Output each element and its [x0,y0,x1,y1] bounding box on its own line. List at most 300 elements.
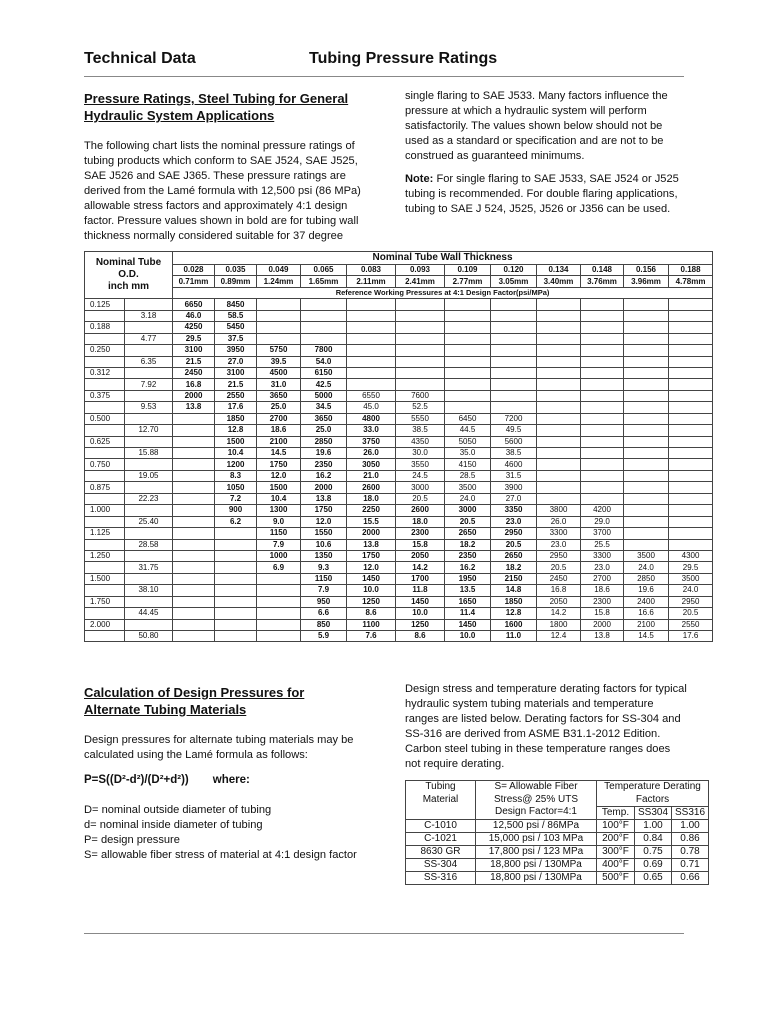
pressure-cell [537,413,581,424]
od-inch-cell: 0.500 [85,413,125,424]
pressure-cell: 850 [301,619,347,630]
pressure-cell [624,528,669,539]
pressure-cell: 2950 [537,550,581,561]
pressure-cell [445,333,491,344]
pressure-cell: 24.0 [624,562,669,573]
pressure-cell: 2050 [537,596,581,607]
pressure-cell: 27.0 [215,356,257,367]
table-row [85,345,713,356]
pressure-cell [624,436,669,447]
pressure-cell: 10.0 [347,585,396,596]
derate-cell-a: 0.65 [635,872,672,885]
paragraph-line: Carbon steel tubing in these temperature ranges does [405,743,671,755]
derate-cell-stress: 15,000 psi / 103 MPa [476,833,597,846]
pressure-cell: 24.0 [445,493,491,504]
paragraph-line: The following chart lists the nominal pressure ratings of [84,140,355,152]
pressure-cell: 6150 [301,367,347,378]
pressure-cell: 3000 [396,482,445,493]
pressure-cell: 1600 [491,619,537,630]
wall-inch-header: 0.148 [581,265,624,276]
pressure-cell: 1850 [215,413,257,424]
pressure-cell: 14.5 [257,448,301,459]
pressure-cell [669,367,713,378]
pressure-cell: 26.0 [537,516,581,527]
pressure-cell [173,619,215,630]
table-row [85,596,713,607]
pressure-cell: 1300 [257,505,301,516]
pressure-cell: 2400 [624,596,669,607]
pressure-cell: 23.0 [581,562,624,573]
table-row [85,516,713,527]
derate-cell-mat: C-1021 [406,833,476,846]
pressure-cell [537,379,581,390]
pressure-cell [445,322,491,333]
pressure-cell: 31.0 [257,379,301,390]
pressure-cell [215,596,257,607]
pressure-cell [491,379,537,390]
od-inch-cell: 1.500 [85,573,125,584]
table-row [85,493,713,504]
pressure-cell: 1200 [215,459,257,470]
od-mm-cell [125,390,173,401]
pressure-cell [257,573,301,584]
od-mm-cell: 4.77 [125,333,173,344]
pressure-cell [581,413,624,424]
pressure-cell [491,299,537,310]
pressure-cell [396,367,445,378]
pressure-cell [396,345,445,356]
derate-cell-stress: 18,800 psi / 130MPa [476,872,597,885]
pressure-cell: 4600 [491,459,537,470]
pressure-cell: 5550 [396,413,445,424]
pressure-cell: 3950 [215,345,257,356]
pressure-cell [624,505,669,516]
od-mm-cell: 38.10 [125,585,173,596]
pressure-cell [537,345,581,356]
pressure-cell [257,619,301,630]
pressure-cell: 5600 [491,436,537,447]
paragraph-line: ranges are listed below. Derating factors for SS-304 and [405,713,681,725]
pressure-cell [669,402,713,413]
note-line: tubing to SAE J 524, J525, J526 or J356 can be used. [405,203,671,215]
pressure-cell: 21.5 [173,356,215,367]
od-inch-cell: 0.188 [85,322,125,333]
wall-mm-header: 0.89mm [215,276,257,287]
pressure-cell: 1250 [347,596,396,607]
pressure-cell: 8.6 [347,608,396,619]
pressure-cell: 4300 [669,550,713,561]
pressure-cell: 1000 [257,550,301,561]
pressure-cell: 5.9 [301,631,347,642]
pressure-cell: 5750 [257,345,301,356]
pressure-cell [257,299,301,310]
pressure-cell: 1500 [215,436,257,447]
pressure-cell: 2550 [669,619,713,630]
note-line: For single flaring to SAE J533, SAE J524 or J525 [433,173,679,185]
derate-cell-a: 0.69 [635,859,672,872]
wall-inch-header: 0.083 [347,265,396,276]
pressure-cell [581,493,624,504]
pressure-cell: 900 [215,505,257,516]
pressure-cell [669,470,713,481]
pressure-cell: 25.0 [301,425,347,436]
pressure-cell: 2850 [301,436,347,447]
od-mm-cell: 50.80 [125,631,173,642]
pressure-cell: 6.2 [215,516,257,527]
pressure-cell: 3300 [581,550,624,561]
pressure-cell [537,402,581,413]
pressure-cell [669,379,713,390]
pressure-cell [624,322,669,333]
pressure-cell [581,367,624,378]
pressure-ratings-table [84,251,713,642]
pressure-cell: 16.2 [301,470,347,481]
pressure-cell [669,310,713,321]
pressure-cell [173,493,215,504]
pressure-cell: 3100 [215,367,257,378]
pressure-cell: 20.5 [445,516,491,527]
pressure-cell [624,459,669,470]
pressure-cell [669,539,713,550]
paragraph-line: SS-316 are derived from ASME B31.1-2012 Edition. [405,728,661,740]
pressure-cell [581,322,624,333]
table-row [85,585,713,596]
pressure-cell: 950 [301,596,347,607]
pressure-cell [581,459,624,470]
pressure-cell [445,310,491,321]
pressure-cell [624,367,669,378]
definition-line: d= nominal inside diameter of tubing [84,819,263,831]
od-mm-cell: 31.75 [125,562,173,573]
od-header-line: O.D. [118,269,139,281]
pressure-cell [624,379,669,390]
wall-mm-header: 2.41mm [396,276,445,287]
pressure-cell [215,528,257,539]
formula-where: where: [212,774,250,786]
pressure-cell: 28.5 [445,470,491,481]
pressure-cell: 3900 [491,482,537,493]
pressure-cell [669,345,713,356]
pressure-cell: 54.0 [301,356,347,367]
pressure-cell [624,413,669,424]
pressure-cell: 7.6 [347,631,396,642]
derate-cell-stress: 17,800 psi / 123 MPa [476,846,597,859]
pressure-cell: 7600 [396,390,445,401]
pressure-cell: 10.4 [257,493,301,504]
pressure-cell [257,333,301,344]
od-mm-cell [125,619,173,630]
pressure-cell [624,402,669,413]
pressure-cell [669,482,713,493]
pressure-cell [173,550,215,561]
wall-inch-header: 0.065 [301,265,347,276]
pressure-cell [347,322,396,333]
pressure-cell [537,436,581,447]
pressure-cell [537,310,581,321]
page-header-left: Technical Data [84,50,196,67]
pressure-cell: 34.5 [301,402,347,413]
od-inch-cell: 1.000 [85,505,125,516]
pressure-cell [445,356,491,367]
page-header-title: Tubing Pressure Ratings [309,50,498,67]
od-inch-cell: 1.125 [85,528,125,539]
pressure-cell: 11.8 [396,585,445,596]
pressure-cell [347,299,396,310]
pressure-cell: 2600 [396,505,445,516]
pressure-cell: 25.0 [257,402,301,413]
pressure-cell: 13.8 [581,631,624,642]
wall-inch-header: 0.093 [396,265,445,276]
od-mm-cell: 19.05 [125,470,173,481]
pressure-cell [491,322,537,333]
paragraph-line: derived from the Lamé formula with 12,500 psi (86 MPa) [84,185,361,197]
od-inch-cell: 0.625 [85,436,125,447]
pressure-cell: 2300 [581,596,624,607]
pressure-cell [581,425,624,436]
pressure-cell: 20.5 [396,493,445,504]
note-label: Note: [405,173,434,185]
wall-mm-header: 3.76mm [581,276,624,287]
od-mm-cell: 15.88 [125,448,173,459]
pressure-cell: 16.6 [624,608,669,619]
od-inch-cell [85,608,125,619]
pressure-cell [257,310,301,321]
derate-cell-mat: SS-316 [406,872,476,885]
pressure-cell: 35.0 [445,448,491,459]
table-row [85,402,713,413]
pressure-cell [537,356,581,367]
pressure-cell: 2300 [396,528,445,539]
pressure-cell [669,413,713,424]
wall-inch-header: 0.109 [445,265,491,276]
pressure-cell: 4800 [347,413,396,424]
pressure-cell: 12.8 [215,425,257,436]
pressure-cell [581,482,624,493]
derate-cell-stress: 12,500 psi / 86MPa [476,820,597,833]
table-row [85,425,713,436]
pressure-cell: 8.3 [215,470,257,481]
table-row [85,528,713,539]
pressure-cell [173,516,215,527]
pressure-cell: 5450 [215,322,257,333]
od-inch-cell [85,356,125,367]
pressure-cell: 26.0 [347,448,396,459]
derate-cell-a: 0.84 [635,833,672,846]
od-mm-cell [125,345,173,356]
pressure-cell [396,310,445,321]
pressure-cell [624,516,669,527]
od-inch-cell [85,585,125,596]
pressure-cell [347,379,396,390]
pressure-cell [581,299,624,310]
pressure-cell: 2550 [215,390,257,401]
od-inch-cell [85,448,125,459]
pressure-cell [396,299,445,310]
od-inch-cell: 0.875 [85,482,125,493]
pressure-cell [669,516,713,527]
paragraph-line: SAE J526 and SAE J365. These pressure ratings are [84,170,346,182]
wall-mm-header: 3.96mm [624,276,669,287]
derate-cell-b: 0.78 [672,846,709,859]
od-inch-cell [85,562,125,573]
pressure-cell: 7800 [301,345,347,356]
pressure-cell: 3500 [669,573,713,584]
table-row [406,833,709,846]
pressure-cell: 2950 [669,596,713,607]
paragraph-line: pressure at which a hydraulic system will perform [405,105,647,117]
derate-cell-temp: 500°F [597,872,635,885]
pressure-cell: 4250 [173,322,215,333]
pressure-cell [347,367,396,378]
pressure-cell: 2000 [581,619,624,630]
pressure-cell [215,573,257,584]
derate-cell-temp: 200°F [597,833,635,846]
pressure-cell [669,493,713,504]
ss316-col-header: SS316 [672,807,709,820]
pressure-cell: 2450 [537,573,581,584]
od-inch-cell [85,516,125,527]
derate-cell-b: 1.00 [672,820,709,833]
pressure-cell [215,550,257,561]
od-inch-cell: 0.250 [85,345,125,356]
pressure-cell [669,459,713,470]
pressure-cell: 19.6 [624,585,669,596]
pressure-cell [173,596,215,607]
table-row [85,436,713,447]
pressure-cell [624,448,669,459]
pressure-cell: 1150 [257,528,301,539]
pressure-cell: 12.8 [491,608,537,619]
pressure-cell [581,402,624,413]
pressure-cell: 3100 [173,345,215,356]
pressure-cell [257,608,301,619]
pressure-cell [445,379,491,390]
pressure-cell [491,367,537,378]
pressure-cell: 1950 [445,573,491,584]
pressure-cell: 2150 [491,573,537,584]
pressure-cell: 20.5 [491,539,537,550]
pressure-cell: 2950 [491,528,537,539]
pressure-cell [215,619,257,630]
pressure-cell: 3000 [445,505,491,516]
pressure-cell [537,367,581,378]
pressure-cell [173,585,215,596]
pressure-cell [257,585,301,596]
pressure-cell: 23.0 [537,539,581,550]
pressure-cell: 4350 [396,436,445,447]
pressure-cell: 8450 [215,299,257,310]
od-mm-cell [125,367,173,378]
pressure-cell: 24.5 [396,470,445,481]
od-mm-cell [125,528,173,539]
pressure-cell [491,390,537,401]
pressure-cell: 2650 [491,550,537,561]
table-row [85,310,713,321]
pressure-cell: 9.3 [301,562,347,573]
pressure-cell [669,436,713,447]
pressure-cell: 2700 [257,413,301,424]
pressure-cell: 18.6 [581,585,624,596]
od-mm-cell [125,459,173,470]
pressure-cell: 15.8 [581,608,624,619]
pressure-cell: 1150 [301,573,347,584]
pressure-cell: 29.0 [581,516,624,527]
pressure-cell [491,402,537,413]
table-row [85,505,713,516]
pressure-cell [173,562,215,573]
formula-text: P=S((D²-d²)/(D²+d²)) [84,774,189,786]
pressure-cell: 29.5 [173,333,215,344]
pressure-cell [257,596,301,607]
pressure-cell: 1450 [445,619,491,630]
pressure-cell [173,539,215,550]
pressure-cell: 2000 [347,528,396,539]
pressure-cell: 42.5 [301,379,347,390]
pressure-cell: 13.8 [347,539,396,550]
pressure-cell [537,448,581,459]
paragraph-line: satisfactorily. The values shown below should not be [405,120,663,132]
wall-inch-header: 0.049 [257,265,301,276]
pressure-cell: 1650 [445,596,491,607]
header-divider [84,76,684,77]
note-line: tubing is recommended. For double flaring applications, [405,188,678,200]
pressure-cell [669,390,713,401]
od-inch-cell [85,333,125,344]
pressure-cell: 10.4 [215,448,257,459]
pressure-cell [669,425,713,436]
pressure-cell [669,505,713,516]
pressure-cell [624,299,669,310]
pressure-cell [173,631,215,642]
pressure-cell [537,459,581,470]
pressure-cell: 7.2 [215,493,257,504]
pressure-cell: 2700 [581,573,624,584]
od-inch-cell: 0.125 [85,299,125,310]
pressure-cell: 1100 [347,619,396,630]
pressure-cell [624,493,669,504]
table-row [406,846,709,859]
pressure-cell [215,585,257,596]
derate-cell-a: 0.75 [635,846,672,859]
od-inch-cell: 1.250 [85,550,125,561]
od-mm-cell [125,550,173,561]
pressure-cell: 12.0 [347,562,396,573]
section2-intro-paragraph [84,733,353,763]
pressure-cell [396,356,445,367]
section2-title-line2: Alternate Tubing Materials [84,702,247,717]
wall-mm-header: 3.05mm [491,276,537,287]
pressure-cell: 1550 [301,528,347,539]
pressure-cell [581,345,624,356]
od-mm-cell [125,299,173,310]
paragraph-line: used as a standard or specification and are not to be [405,135,664,147]
pressure-cell [445,390,491,401]
od-mm-cell [125,505,173,516]
pressure-cell [669,333,713,344]
pressure-cell [173,436,215,447]
paragraph-line: construed as guaranteed minimums. [405,150,585,162]
pressure-cell: 18.0 [396,516,445,527]
pressure-cell [581,310,624,321]
table-row [85,608,713,619]
table-row [85,470,713,481]
pressure-cell [624,539,669,550]
pressure-cell: 3300 [537,528,581,539]
od-inch-cell [85,539,125,550]
definition-line: D= nominal outside diameter of tubing [84,804,272,816]
wall-mm-header: 3.40mm [537,276,581,287]
wall-inch-header: 0.028 [173,265,215,276]
